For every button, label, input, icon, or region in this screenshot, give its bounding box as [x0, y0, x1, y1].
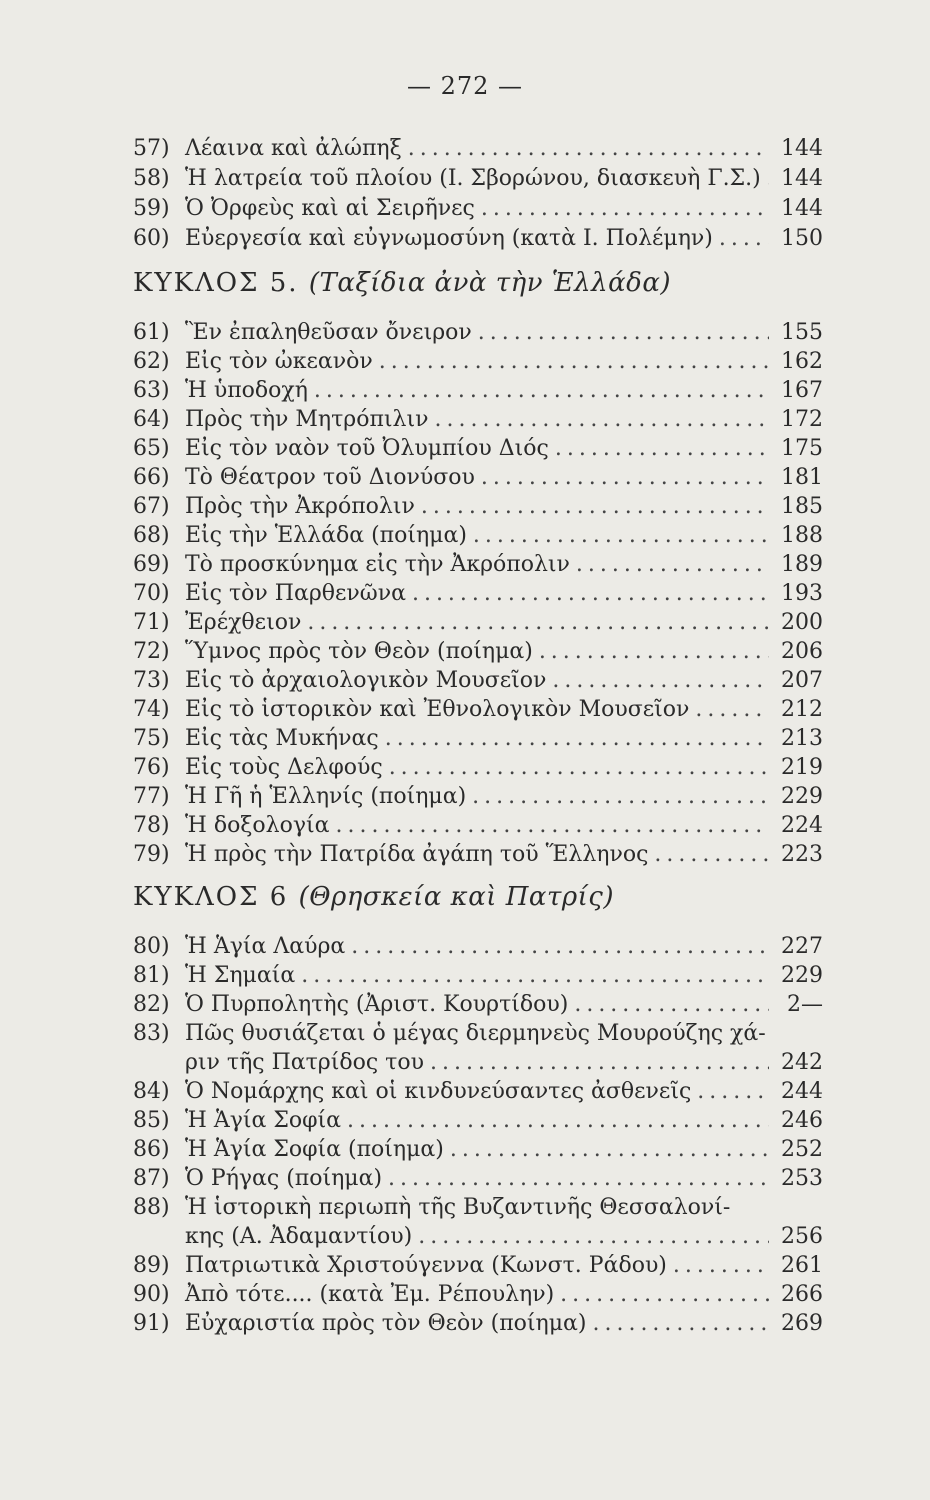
dot-leader [385, 726, 769, 751]
entry-title: Τὸ Θέατρον τοῦ Διονύσου [185, 465, 475, 490]
toc-entry [133, 639, 823, 669]
entry-title: Ὕμνος πρὸς τὸν Θεὸν (ποίημα) [185, 639, 533, 664]
entry-page: 188 [781, 523, 823, 548]
entry-number: 90) [133, 1282, 170, 1307]
dot-leader [418, 1224, 769, 1249]
entry-number: 70) [133, 581, 170, 606]
entry-page: 256 [781, 1224, 823, 1249]
toc-entry-continuation [133, 1224, 823, 1254]
toc-entry [133, 813, 823, 843]
entry-number: 65) [133, 436, 170, 461]
entry-number: 91) [133, 1311, 170, 1336]
section-heading-6 [133, 882, 614, 912]
entry-title: Εὐχαριστία πρὸς τὸν Θεὸν (ποίημα) [185, 1311, 587, 1336]
entry-number: 76) [133, 755, 170, 780]
entry-page: 207 [781, 668, 823, 693]
entry-page: 219 [781, 755, 823, 780]
dot-leader [719, 226, 769, 251]
toc-entry [133, 1166, 823, 1196]
entry-title: Πῶς θυσιάζεται ὁ μέγας διερμηνεὺς Μουρούζης χά- [185, 1021, 766, 1046]
entry-title: Πρὸς τὴν Μητρόπιλιν [185, 407, 429, 432]
dot-leader [379, 349, 769, 374]
entry-page: 266 [781, 1282, 823, 1307]
toc-entry [133, 963, 823, 993]
entry-title: Ὁ Νομάρχης καὶ οἱ κινδυνεύσαντες ἀσθενεῖς [185, 1079, 692, 1104]
toc-entry [133, 226, 823, 256]
toc-entry [133, 842, 823, 872]
entry-title: Ἡ πρὸς τὴν Πατρίδα ἀγάπη τοῦ Ἕλληνος [185, 842, 649, 867]
entry-title: Εἰς τὸ ἱστορικὸν καὶ Ἐθνολογικὸν Μουσεῖον [185, 697, 690, 722]
entry-page: 2— [787, 992, 823, 1017]
heading-label: ΚΥΚΛΟΣ 6 [133, 882, 289, 912]
entry-number: 87) [133, 1166, 170, 1191]
dot-leader [336, 813, 770, 838]
entry-number: 85) [133, 1108, 170, 1133]
entry-page: 244 [781, 1079, 823, 1104]
toc-entry [133, 196, 823, 226]
entry-page: 185 [781, 494, 823, 519]
entry-number: 83) [133, 1021, 170, 1046]
entry-number: 66) [133, 465, 170, 490]
toc-entry [133, 668, 823, 698]
dot-leader [654, 842, 769, 867]
entry-number: 75) [133, 726, 170, 751]
entry-title: Ἡ ἱστορικὴ περιωπὴ τῆς Βυζαντινῆς Θεσσαλονί- [185, 1195, 731, 1220]
toc-entry [133, 465, 823, 495]
entry-page: 261 [781, 1253, 823, 1278]
entry-title: Ἡ Ἁγία Σοφία [185, 1108, 342, 1133]
entry-title-continued: κης (Α. Ἀδαμαντίου) [185, 1224, 413, 1249]
toc-entry [133, 1108, 823, 1138]
entry-number: 71) [133, 610, 170, 635]
entry-title: Ἡ δοξολογία [185, 813, 330, 838]
dot-leader [351, 934, 769, 959]
entry-page: 172 [781, 407, 823, 432]
entry-page: 175 [781, 436, 823, 461]
entry-page: 269 [781, 1311, 823, 1336]
toc-entry [133, 1253, 823, 1283]
entry-number: 81) [133, 963, 170, 988]
entry-page: 252 [781, 1137, 823, 1162]
entry-page: 223 [781, 842, 823, 867]
entry-title: Ὁ Ὀρφεὺς καὶ αἱ Σειρῆνες [185, 196, 475, 221]
dot-leader [314, 378, 769, 403]
entry-page: 246 [781, 1108, 823, 1133]
toc-entry [133, 1282, 823, 1312]
dot-leader [576, 552, 769, 577]
dot-leader [450, 1137, 769, 1162]
dot-leader [472, 784, 769, 809]
toc-entry [133, 755, 823, 785]
entry-number: 67) [133, 494, 170, 519]
toc-entry [133, 436, 823, 466]
toc-entry [133, 494, 823, 524]
toc-entry [133, 320, 823, 350]
dot-leader [473, 523, 769, 548]
entry-number: 77) [133, 784, 170, 809]
entry-number: 89) [133, 1253, 170, 1278]
dot-leader [767, 166, 769, 191]
dot-leader [307, 610, 769, 635]
entry-page: 144 [781, 166, 823, 191]
entry-title: Ὁ Ρήγας (ποίημα) [185, 1166, 383, 1191]
entry-page: 213 [781, 726, 823, 751]
toc-entry [133, 992, 823, 1022]
entry-number: 62) [133, 349, 170, 374]
entry-page: 253 [781, 1166, 823, 1191]
entry-title: Εἰς τοὺς Δελφούς [185, 755, 383, 780]
entry-title: Εἰς τὸν ναὸν τοῦ Ὀλυμπίου Διός [185, 436, 549, 461]
entry-page: 150 [781, 226, 823, 251]
entry-title: Ἐρέχθειον [185, 610, 302, 635]
entry-number: 64) [133, 407, 170, 432]
entry-number: 69) [133, 552, 170, 577]
entry-number: 88) [133, 1195, 170, 1220]
toc-entry [133, 784, 823, 814]
dot-leader [552, 668, 769, 693]
entry-page: 212 [781, 697, 823, 722]
toc-entry [133, 1195, 823, 1225]
entry-number: 80) [133, 934, 170, 959]
dot-leader [555, 436, 769, 461]
dot-leader [574, 992, 769, 1017]
entry-title: Πατριωτικὰ Χριστούγεννα (Κωνστ. Ράδου) [185, 1253, 667, 1278]
entry-page: 144 [781, 196, 823, 221]
entry-title: Πρὸς τὴν Ἀκρόπολιν [185, 494, 415, 519]
dot-leader [389, 755, 769, 780]
dot-leader [388, 1166, 769, 1191]
toc-entry [133, 349, 823, 379]
entry-page: 155 [781, 320, 823, 345]
toc-entry [133, 1311, 823, 1341]
entry-page: 229 [781, 784, 823, 809]
entry-title: Ἀπὸ τότε.... (κατὰ Ἐμ. Ρέπουλην) [185, 1282, 555, 1307]
entry-number: 57) [133, 136, 170, 161]
page-number: — 272 — [406, 72, 524, 100]
entry-title: Ἡ λατρεία τοῦ πλοίου (Ι. Σβορώνου, διασκευὴ Γ.Σ.) [185, 166, 761, 191]
dot-leader [430, 1050, 769, 1075]
entry-number: 86) [133, 1137, 170, 1162]
entry-page: 224 [781, 813, 823, 838]
entry-title: Εἰς τὸν Παρθενῶνα [185, 581, 406, 606]
dot-leader [695, 697, 769, 722]
entry-page: 242 [781, 1050, 823, 1075]
dot-leader [408, 136, 769, 161]
toc-entry [133, 1079, 823, 1109]
heading-subtitle: (Θρησκεία καὶ Πατρίς) [298, 882, 615, 912]
entry-title: Ἡ Ἁγία Σοφία (ποίημα) [185, 1137, 444, 1162]
entry-title: Λέαινα καὶ ἀλώπηξ [185, 136, 402, 161]
entry-number: 59) [133, 196, 170, 221]
toc-entry [133, 552, 823, 582]
toc-entry [133, 523, 823, 553]
dot-leader [481, 196, 769, 221]
dot-leader [539, 639, 769, 664]
toc-entry [133, 136, 823, 166]
entry-title: Ἓν ἐπαληθεῦσαν ὄνειρον [185, 320, 472, 345]
toc-entry [133, 934, 823, 964]
toc-entry [133, 581, 823, 611]
dot-leader [347, 1108, 769, 1133]
entry-title: Ὁ Πυρπολητὴς (Ἀριστ. Κουρτίδου) [185, 992, 569, 1017]
dot-leader [478, 320, 769, 345]
entry-page: 167 [781, 378, 823, 403]
entry-page: 227 [781, 934, 823, 959]
toc-entry [133, 1021, 823, 1051]
entry-number: 74) [133, 697, 170, 722]
entry-page: 193 [781, 581, 823, 606]
entry-page: 144 [781, 136, 823, 161]
entry-title: Ἡ Σημαία [185, 963, 296, 988]
toc-entry [133, 407, 823, 437]
entry-title: Εἰς τὸν ὠκεανὸν [185, 349, 373, 374]
toc-entry [133, 726, 823, 756]
heading-label: ΚΥΚΛΟΣ 5. [133, 268, 299, 298]
entry-page: 181 [781, 465, 823, 490]
entry-title: Εἰς τὸ ἀρχαιολογικὸν Μουσεῖον [185, 668, 547, 693]
toc-entry [133, 166, 823, 196]
entry-number: 68) [133, 523, 170, 548]
entry-page: 206 [781, 639, 823, 664]
heading-subtitle: (Ταξίδια ἀνὰ τὴν Ἑλλάδα) [308, 268, 672, 298]
entry-number: 60) [133, 226, 170, 251]
dot-leader [301, 963, 769, 988]
entry-number: 61) [133, 320, 170, 345]
entry-number: 73) [133, 668, 170, 693]
entry-title: Εὐεργεσία καὶ εὐγνωμοσύνη (κατὰ Ι. Πολέμην) [185, 226, 713, 251]
entry-page: 229 [781, 963, 823, 988]
entry-title: Εἰς τὴν Ἑλλάδα (ποίημα) [185, 523, 467, 548]
entry-number: 63) [133, 378, 170, 403]
dot-leader [421, 494, 769, 519]
entry-title: Τὸ προσκύνημα εἰς τὴν Ἀκρόπολιν [185, 552, 570, 577]
section-heading-5 [133, 268, 671, 298]
entry-page: 189 [781, 552, 823, 577]
entry-title-continued: ριν τῆς Πατρίδος του [185, 1050, 424, 1075]
toc-entry [133, 697, 823, 727]
entry-title: Εἰς τὰς Μυκήνας [185, 726, 379, 751]
toc-entry [133, 378, 823, 408]
entry-number: 79) [133, 842, 170, 867]
dot-leader [592, 1311, 769, 1336]
dot-leader [560, 1282, 769, 1307]
entry-page: 162 [781, 349, 823, 374]
dot-leader [697, 1079, 769, 1104]
dot-leader [434, 407, 769, 432]
toc-entry [133, 610, 823, 640]
toc-entry-continuation [133, 1050, 823, 1080]
dot-leader [673, 1253, 769, 1278]
entry-number: 78) [133, 813, 170, 838]
entry-title: Ἡ Γῆ ἡ Ἑλληνίς (ποίημα) [185, 784, 467, 809]
dot-leader [481, 465, 769, 490]
entry-number: 84) [133, 1079, 170, 1104]
dot-leader [412, 581, 769, 606]
entry-number: 82) [133, 992, 170, 1017]
entry-number: 72) [133, 639, 170, 664]
entry-number: 58) [133, 166, 170, 191]
entry-page: 200 [781, 610, 823, 635]
entry-title: Ἡ ὑποδοχή [185, 378, 308, 403]
entry-title: Ἡ Ἁγία Λαύρα [185, 934, 346, 959]
toc-entry [133, 1137, 823, 1167]
